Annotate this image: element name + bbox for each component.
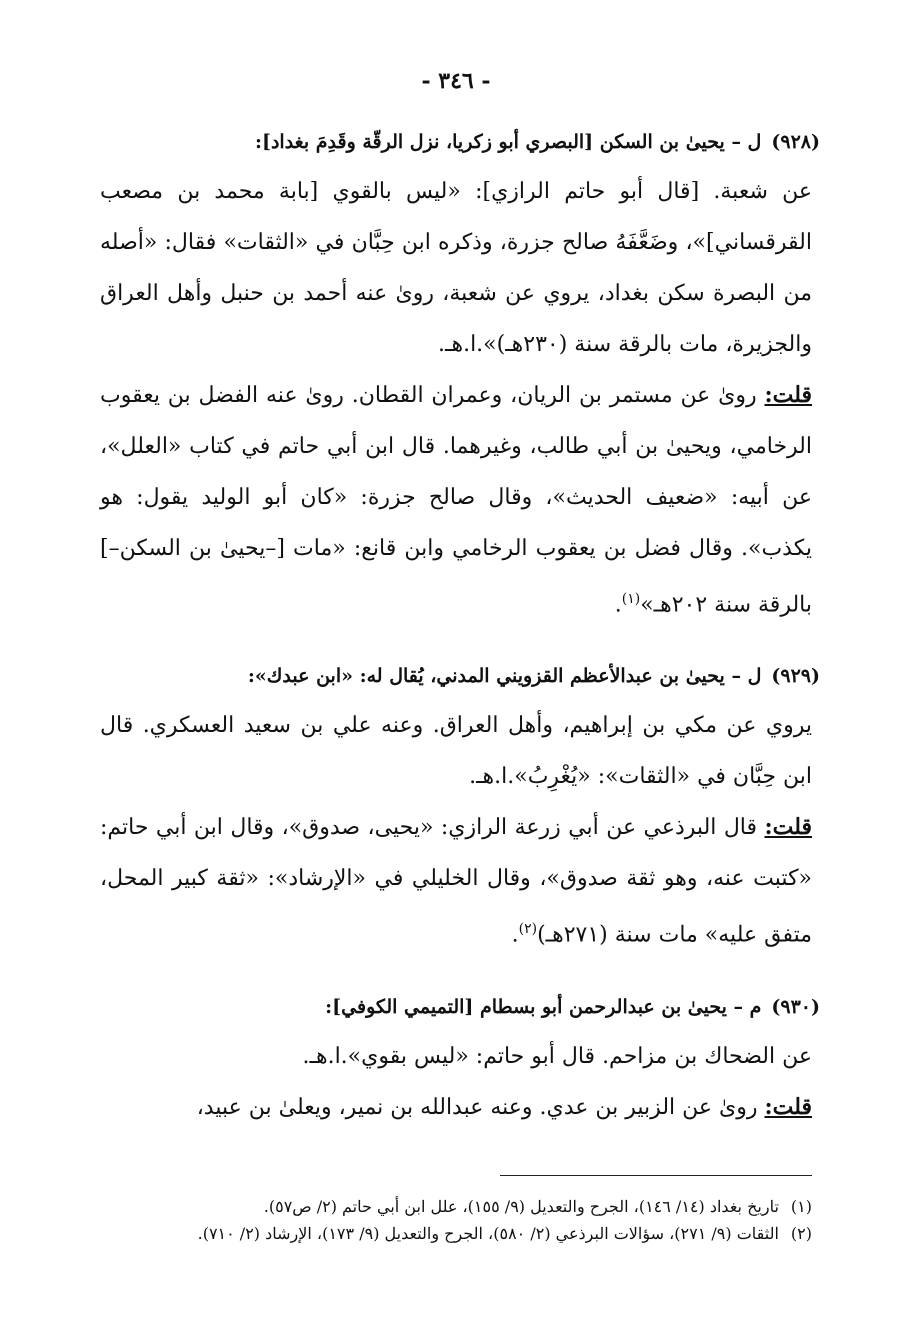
entry-number: (٩٣٠) xyxy=(771,995,820,1018)
footnote-text: الثقات (٩/ ٢٧١)، سؤالات البرذعي (٢/ ٥٨٠)، الجرح والتعديل (٩/ ١٧٣)، الإرشاد (٢/ ٧١٠). xyxy=(197,1224,779,1243)
footnotes xyxy=(100,1193,812,1247)
entry-text: عن شعبة. [قال أبو حاتم الرازي]: «ليس بالقوي [بابة محمد بن مصعب القرقساني]»، وضَعَّفَهُ صالح جزرة، وذكره ابن حِبَّان في «الثقات» فقال: «أصله من البصرة سكن بغداد، يروي عن شعبة، روىٰ عنه أحمد بن حنبل وأهل العراق والجزيرة، مات بالرقة سنة (٢٣٠هـ)».ا.هـ. xyxy=(100,179,812,357)
entry-title: م – يحيىٰ بن عبدالرحمن أبو بسطام [التميمي الكوفي]: xyxy=(325,995,762,1018)
footnote-1 xyxy=(100,1193,812,1220)
entry-title: ل – يحيىٰ بن السكن [البصري أبو زكريا، نزل الرقّة وقَدِمَ بغداد]: xyxy=(254,131,762,153)
entry-header xyxy=(100,983,820,1031)
qult-label: قلت: xyxy=(764,814,812,841)
page-number: - ٣٤٦ - xyxy=(421,68,491,94)
entry-928 xyxy=(100,118,820,630)
qult-label: قلت: xyxy=(764,1093,812,1120)
comment-text: قال البرذعي عن أبي زرعة الرازي: «يحيى، صدوق»، وقال ابن أبي حاتم: «كتبت عنه، وهو ثقة صدوق»، وقال الخليلي في «الإرشاد»: «ثقة كبير المحل، متفق عليه» مات سنة (٢٧١هـ) xyxy=(100,815,812,948)
entry-comment xyxy=(100,370,812,630)
footnote-divider xyxy=(500,1175,812,1176)
entry-930 xyxy=(100,983,820,1133)
entry-header xyxy=(100,652,820,700)
entry-comment xyxy=(100,1082,812,1133)
entry-text: عن الضحاك بن مزاحم. قال أبو حاتم: «ليس بقوي».ا.هـ. xyxy=(302,1043,812,1069)
entry-929 xyxy=(100,652,820,960)
entry-comment xyxy=(100,802,812,960)
entry-header xyxy=(100,118,820,166)
footnote-text: تاريخ بغداد (١٤/ ١٤٦)، الجرح والتعديل (٩/ ١٥٥)، علل ابن أبي حاتم (٢/ ص٥٧). xyxy=(263,1197,779,1216)
footnote-ref: (١) xyxy=(621,591,641,607)
footnote-ref: (٢) xyxy=(518,921,538,938)
entry-title: ل – يحيىٰ بن عبدالأعظم القزويني المدني، يُقال له: «ابن عبدك»: xyxy=(247,665,762,688)
entries xyxy=(100,118,820,1155)
comment-tail: . xyxy=(511,922,519,948)
qult-label: قلت: xyxy=(764,382,812,408)
entry-number: (٩٢٨) xyxy=(771,131,820,153)
entry-number: (٩٢٩) xyxy=(771,665,820,688)
entry-text: يروي عن مكي بن إبراهيم، وأهل العراق. وعنه علي بن سعيد العسكري. قال ابن حِبَّان في «الثقات»: «يُغْرِبُ».ا.هـ. xyxy=(100,713,812,790)
footnote-2 xyxy=(100,1220,812,1247)
comment-text: روىٰ عن الزبير بن عدي. وعنه عبدالله بن نمير، ويعلىٰ بن عبيد، xyxy=(196,1094,765,1120)
footnote-number: (١) xyxy=(790,1197,812,1216)
footnote-number: (٢) xyxy=(790,1224,812,1243)
comment-text: روىٰ عن مستمر بن الريان، وعمران القطان. روىٰ عنه الفضل بن يعقوب الرخامي، ويحيىٰ بن أبي طالب، وغيرهما. قال ابن أبي حاتم في كتاب «العلل»، عن أبيه: «ضعيف الحديث»، وقال صالح جزرة: «كان أبو الوليد يقول: هو يكذب». وقال فضل بن يعقوب الرخامي وابن قانع: «مات [–يحيىٰ بن السكن–] بالرقة سنة ٢٠٢هـ» xyxy=(100,383,812,618)
comment-tail: . xyxy=(614,592,622,618)
